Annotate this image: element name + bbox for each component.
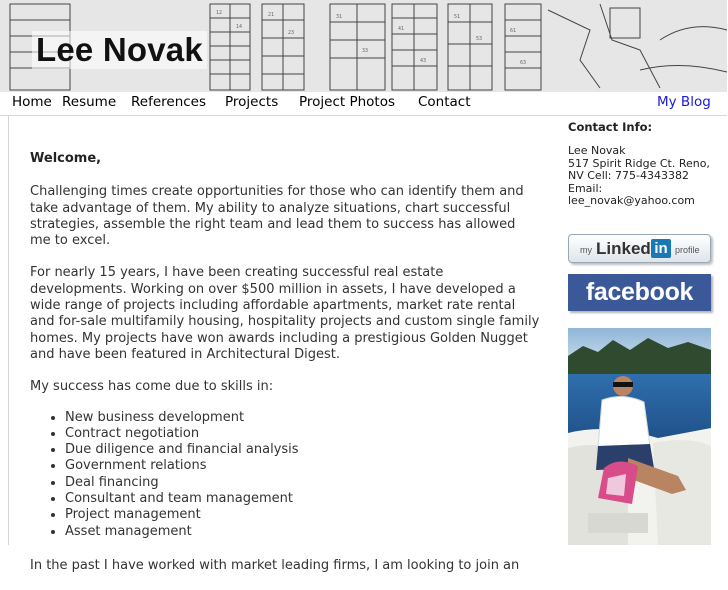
linkedin-in-icon: in (651, 239, 671, 258)
svg-text:21: 21 (268, 12, 275, 18)
list-item: • Government relations (65, 458, 540, 474)
header-banner (0, 0, 727, 92)
list-item: • Contract negotiation (65, 426, 540, 442)
contact-address: 517 Spirit Ridge Ct. Reno, NV Cell: 775-4343382 (568, 156, 710, 183)
list-item: • Deal financing (65, 475, 540, 491)
nav-projects[interactable]: Projects (225, 94, 279, 110)
skills-list (65, 410, 540, 540)
list-item: • Consultant and team management (65, 491, 540, 507)
nav-resume[interactable]: Resume (62, 94, 117, 110)
contact-details (568, 145, 728, 208)
linkedin-my: my (580, 245, 592, 255)
svg-text:61: 61 (510, 28, 517, 34)
site-title: Lee Novak (32, 31, 207, 69)
facebook-button[interactable]: facebook (568, 274, 711, 311)
linkedin-profile-button[interactable] (568, 234, 711, 263)
nav-home[interactable]: Home (12, 94, 52, 110)
linkedin-wordmark: Linked (596, 239, 651, 258)
list-item: • Project management (65, 507, 540, 523)
contact-email-label: Email: (568, 181, 603, 195)
page-left-border (8, 116, 9, 545)
list-item: • Asset management (65, 524, 540, 540)
contact-name: Lee Novak (568, 144, 626, 157)
svg-text:31: 31 (336, 14, 343, 20)
svg-text:51: 51 (454, 14, 461, 20)
profile-photo (568, 328, 711, 545)
svg-text:53: 53 (476, 36, 483, 42)
svg-text:43: 43 (420, 58, 427, 64)
nav-contact[interactable]: Contact (418, 94, 471, 110)
svg-text:12: 12 (216, 10, 223, 16)
experience-paragraph: For nearly 15 years, I have been creating successful real estate developments. Working on over $500 million in assets, I have developed a wide range of projects including affordable apartments, market rate rental and for-sale multifamily housing, hospitality projects and custom single family homes. My projects have won awards including a prestigious Golden Nugget and have been featured in Architectural Digest. (30, 265, 540, 362)
nav-my-blog[interactable]: My Blog (657, 94, 711, 110)
linkedin-profile-text: profile (675, 245, 700, 255)
intro-paragraph: Challenging times create opportunities for those who can identify them and take advantage of them. My ability to analyze situations, chart successful strategies, assemble the right team and lead them to success has allowed me to excel. (30, 184, 524, 249)
svg-text:41: 41 (398, 26, 405, 32)
contact-info-heading: Contact Info: (568, 120, 653, 134)
profile-photo-image (568, 328, 711, 545)
nav-project-photos[interactable]: Project Photos (299, 94, 396, 110)
list-item: • Due diligence and financial analysis (65, 442, 540, 458)
svg-text:14: 14 (236, 24, 243, 30)
main-nav (0, 92, 727, 116)
skills-intro: My success has come due to skills in: (30, 379, 274, 395)
svg-text:33: 33 (362, 48, 369, 54)
main-content (30, 151, 540, 590)
contact-email[interactable]: lee_novak@yahoo.com (568, 194, 695, 208)
nav-references[interactable]: References (131, 94, 207, 110)
welcome-heading: Welcome, (30, 151, 102, 166)
closing-paragraph: In the past I have worked with market leading firms, I am looking to join an (30, 557, 520, 573)
list-item: • New business development (65, 410, 540, 426)
svg-text:23: 23 (288, 30, 295, 36)
svg-text:63: 63 (520, 60, 527, 66)
